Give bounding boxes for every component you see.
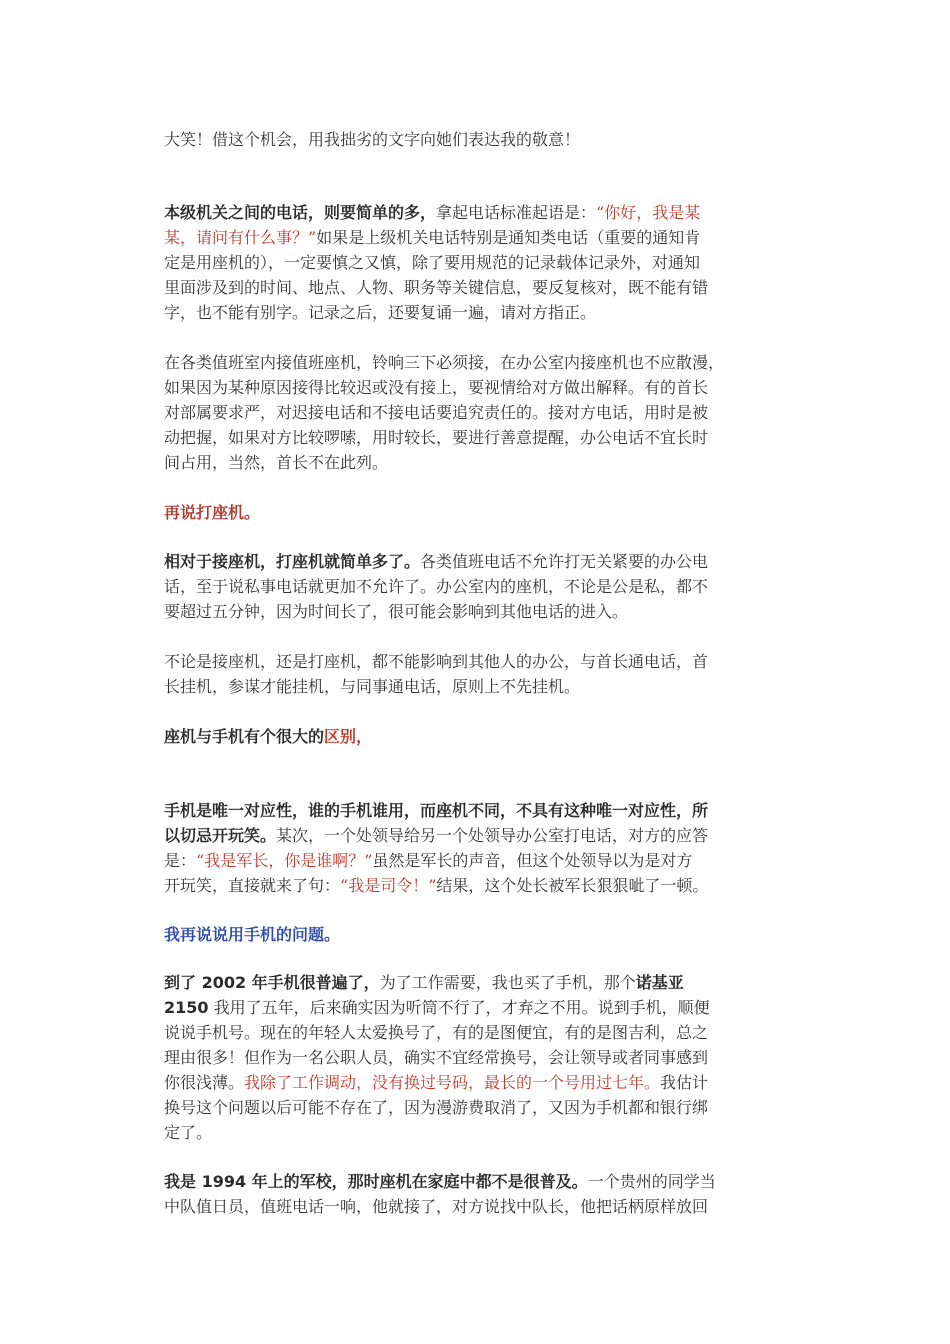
military-school-text: 一个贵州的同学当 中队值日员，值班电话一响，他就接了，对方说找中队长，他把话柄原样放回 bbox=[164, 1172, 716, 1216]
heading-mobile-phones: 我再说说用手机的问题。 bbox=[164, 925, 341, 944]
difference-text: 座机与手机有个很大的 bbox=[164, 727, 325, 746]
paragraph-making-calls bbox=[164, 549, 804, 624]
making-calls-lead: 相对于接座机，打座机就简单多了。 bbox=[164, 552, 421, 571]
hanging-up-text: 不论是接座机，还是打座机，都不能影响到其他人的办公，与首长通电话，首 长挂机，参谋才能挂机，与同事通电话，原则上不先挂机。 bbox=[164, 652, 709, 696]
mobile-number-text-2: 我用了五年，后来确实因为听筒不行了，才弃之不用。说到手机，顺便 说说手机号。现在的年轻人太爱换号了，有的是图便宜，有的是图吉利，总之 理由很多！但作为一名公职人员，确实不宜经常换号，会让领导或者同事感到 你很浅薄。 bbox=[164, 998, 710, 1092]
paragraph-military-school bbox=[164, 1169, 804, 1219]
mobile-number-model: 诺基亚 2150 bbox=[164, 973, 684, 1017]
paragraph-duty-phone bbox=[164, 350, 804, 475]
mobile-number-text-1: 为了工作需要，我也买了手机，那个 bbox=[379, 973, 636, 992]
paragraph-hanging-up bbox=[164, 649, 804, 699]
office-calls-text-2: 如果是上级机关电话特别是通知类电话（重要的通知肯 定是用座机的），一定要慎之又慎，除了要用规范的记录载体记录外，对通知 里面涉及到的时间、地点、人物、职务等关键信息，要反复核对，既不能有错 字，也不能有别字。记录之后，还要复诵一遍，请对方指正。 bbox=[164, 228, 709, 322]
mobile-number-red: 我除了工作调动，没有换过号码，最长的一个号用过七年。 bbox=[244, 1073, 661, 1092]
mobile-number-lead: 到了 2002 年手机很普遍了， bbox=[164, 973, 380, 992]
duty-phone-text: 在各类值班室内接值班座机，铃响三下必须接，在办公室内接座机也不应散漫， 如果因为某种原因接得比较迟或没有接上，要视情给对方做出解释。有的首长 对部属要求严，对迟接电话和不接电话要追究责任的。接对方电话，用时是被 动把握，如果对方比较啰嗦，用时较长，要进行善意提醒，办公电话不宜长时 间占用，当然，首长不在此列。 bbox=[164, 353, 725, 472]
paragraph-office-calls bbox=[164, 200, 804, 325]
military-school-lead: 我是 1994 年上的军校，那时座机在家庭中都不是很普及。 bbox=[164, 1172, 588, 1191]
paragraph-joke-story bbox=[164, 798, 804, 898]
heading-difference bbox=[164, 724, 372, 749]
joke-story-text-1: 某次，一个处领导给另一个处领导办公室打电话，对方的应答 是： bbox=[164, 826, 709, 870]
paragraph-mobile-number bbox=[164, 970, 804, 1145]
opening-text: 大笑！借这个机会，用我拙劣的文字向她们表达我的敬意！ bbox=[164, 130, 581, 149]
paragraph-opening bbox=[164, 127, 804, 152]
heading-making-calls: 再说打座机。 bbox=[164, 503, 261, 522]
office-calls-lead: 本级机关之间的电话，则要简单的多， bbox=[164, 203, 437, 222]
joke-story-quote-2: “我是司令！” bbox=[340, 876, 437, 895]
joke-story-quote-1: “我是军长，你是谁啊？” bbox=[196, 851, 373, 870]
joke-story-lead: 手机是唯一对应性，谁的手机谁用，而座机不同，不具有这种唯一对应性，所 以切忌开玩笑。 bbox=[164, 801, 709, 845]
mobile-number-text-3: 我估计 换号这个问题以后可能不存在了，因为漫游费取消了，又因为手机都和银行绑 定了。 bbox=[164, 1073, 709, 1142]
making-calls-text: 各类值班电话不允许打无关紧要的办公电 话，至于说私事电话就更加不允许了。办公室内的座机，不论是公是私，都不 要超过五分钟，因为时间长了，很可能会影响到其他电话的进入。 bbox=[164, 552, 709, 621]
joke-story-text-3: 结果，这个处长被军长狠狠呲了一顿。 bbox=[436, 876, 709, 895]
office-calls-quote: “你好，我是某 某，请问有什么事？” bbox=[164, 203, 701, 247]
difference-red: 区别， bbox=[324, 727, 373, 746]
office-calls-text-1: 拿起电话标准起语是： bbox=[436, 203, 597, 222]
joke-story-text-2: 虽然是军长的声音，但这个处领导以为是对方 开玩笑，直接就来了句： bbox=[164, 851, 693, 895]
